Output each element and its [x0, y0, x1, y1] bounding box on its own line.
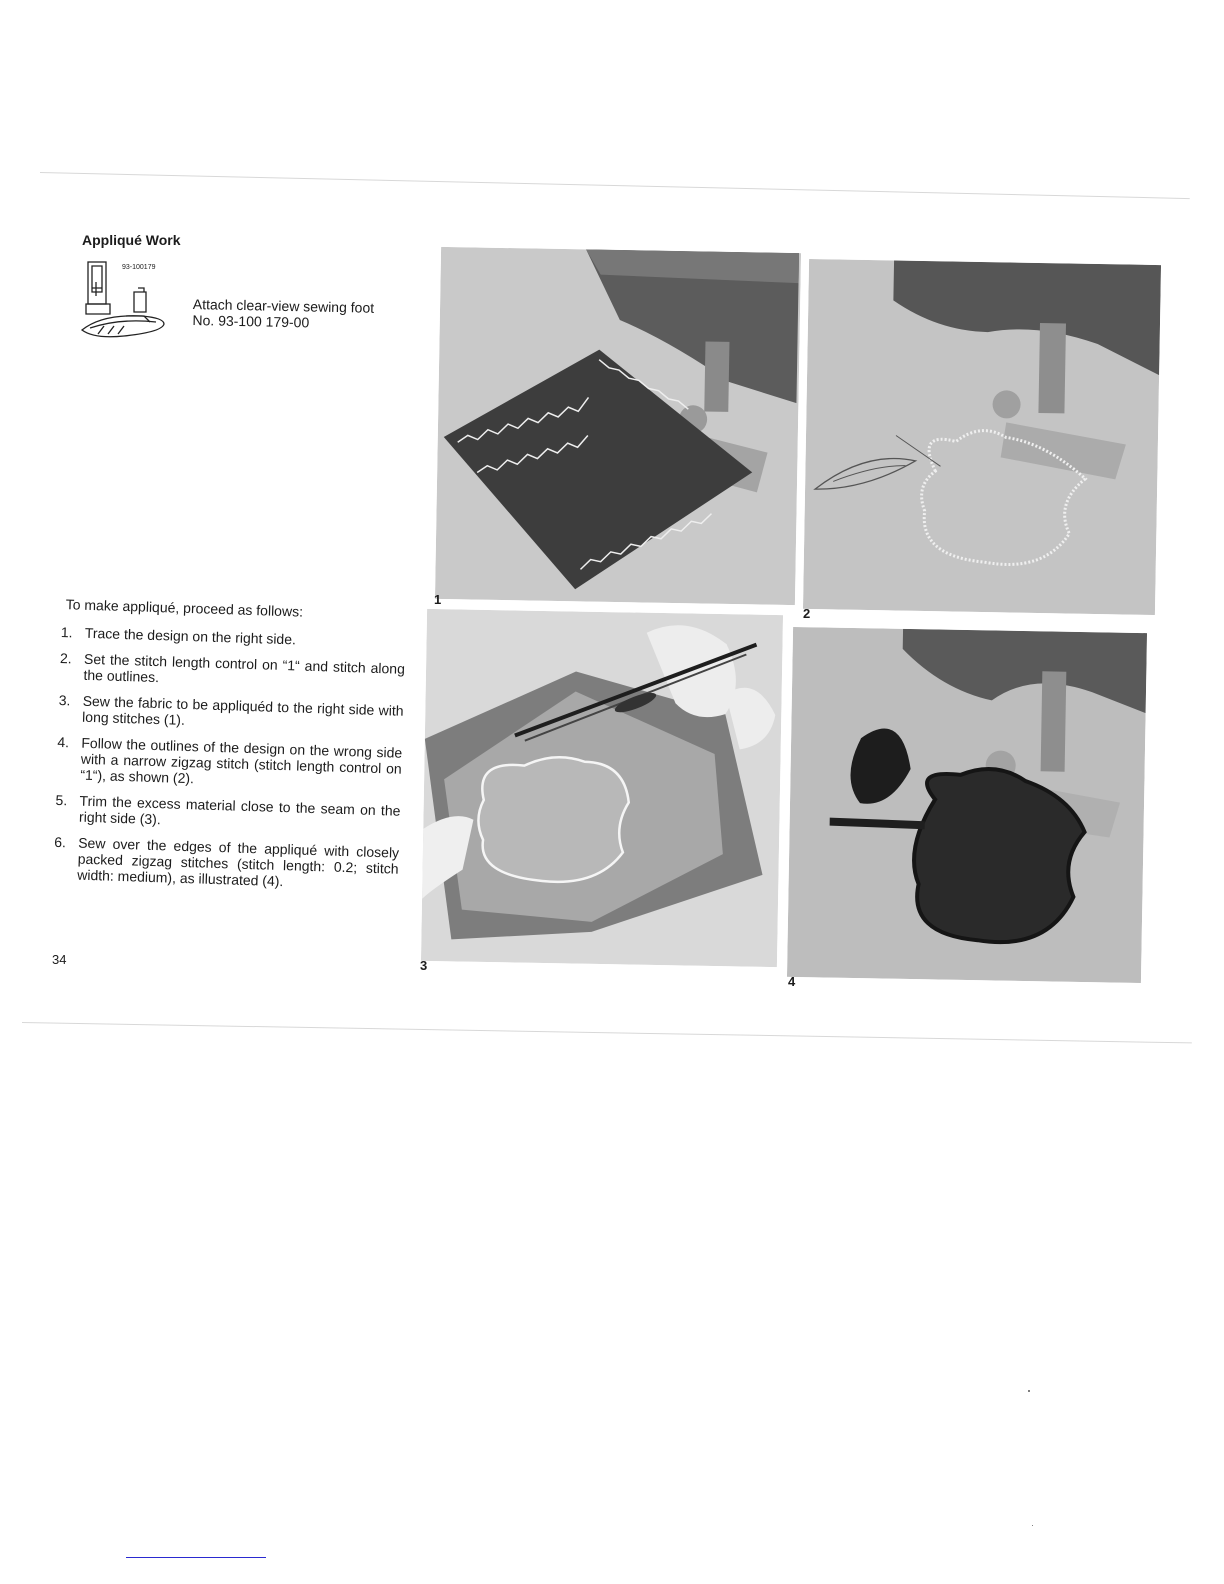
step-text: Follow the outlines of the design on the wrong side with a narrow zigzag stitch (stitch length control on “1“), as shown (2).: [80, 734, 403, 787]
step-item: [61, 624, 406, 651]
scan-speck: [1028, 1390, 1030, 1392]
photo-2-zigzag-outline: [803, 259, 1161, 615]
attach-line-1: Attach clear-view sewing foot: [192, 296, 375, 316]
step-number: 2.: [59, 649, 72, 667]
figure-label-3: 3: [420, 958, 428, 973]
attach-line-2: No. 93-100 179-00: [192, 311, 310, 331]
step-number: 1.: [60, 623, 73, 641]
steps-list: [53, 624, 406, 893]
step-item: [53, 834, 399, 893]
figure-label-1: 1: [434, 592, 442, 607]
step-number: 6.: [54, 833, 67, 851]
step-text: Trace the design on the right side.: [84, 624, 297, 648]
foot-part-number: 93-100179: [122, 264, 156, 271]
page-number: 34: [52, 952, 67, 967]
step-item: [56, 734, 402, 793]
step-number: 3.: [58, 691, 71, 709]
step-text: Sew the fabric to be appliquéd to the right side with long stitches (1).: [81, 692, 404, 728]
step-item: [59, 650, 405, 693]
instructions: [53, 596, 407, 903]
photo-4-satin-stitch: [787, 627, 1147, 983]
figure-label-4: 4: [788, 974, 796, 989]
step-item: [58, 692, 404, 735]
step-item: [55, 792, 401, 835]
scan-edge-bottom: [22, 1022, 1192, 1043]
section-title: Appliqué Work: [82, 232, 181, 248]
instructions-intro: To make appliqué, proceed as follows:: [65, 596, 304, 620]
bottom-rule: [126, 1557, 266, 1558]
scan-edge-top: [40, 172, 1190, 199]
step-number: 5.: [55, 791, 68, 809]
figure-label-2: 2: [803, 606, 811, 621]
photo-1-long-stitches: [435, 247, 801, 605]
step-text: Trim the excess material close to the seam on the right side (3).: [78, 792, 401, 828]
step-text: Sew over the edges of the appliqué with closely packed zigzag stitches (stitch length: 0.2; stitch width: medium), as illustrated (4).: [77, 834, 400, 890]
scan-speck: [1032, 1525, 1033, 1526]
attach-foot-text: [192, 296, 374, 332]
photo-3-trimming: [421, 609, 783, 967]
step-number: 4.: [57, 733, 70, 751]
step-text: Set the stitch length control on “1“ and stitch along the outlines.: [83, 650, 406, 686]
